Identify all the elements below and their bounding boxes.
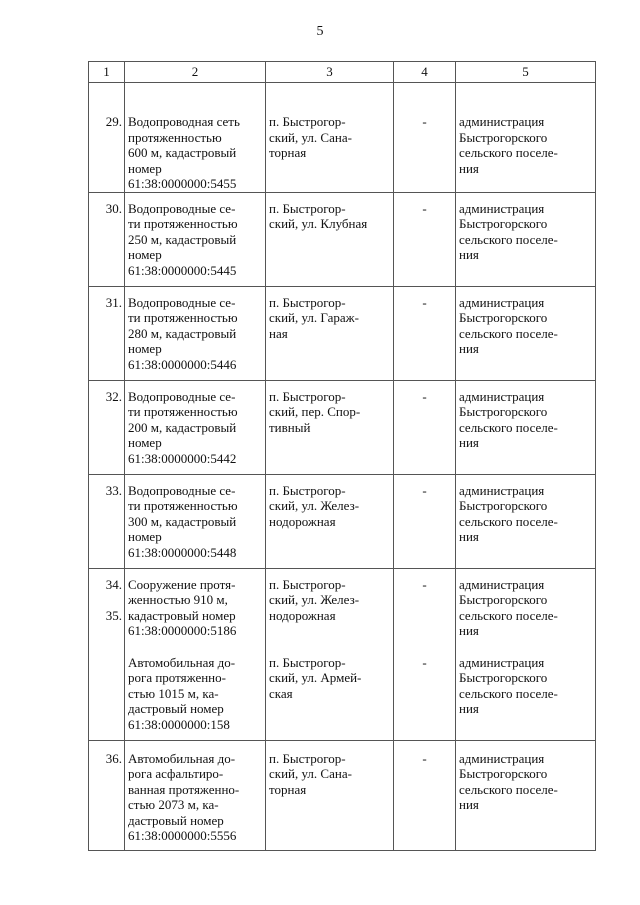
row-description: Водопроводные се- ти протяженностью 280 м, кадастровый номер 61:38:0000000:5446 [128,294,238,372]
row-col4: - [422,114,427,129]
row-owner: администрация Быстрогорского сельского поселе- ния [459,294,558,356]
row-description: Автомобильная до- рога протяженно- стью 1015 м, ка- дастровый номер 61:38:0000000:158 [128,654,236,732]
row-address: п. Быстрогор- ский, ул. Гараж- ная [269,294,359,341]
table-row [89,474,596,568]
row-address: п. Быстрогор- ский, ул. Армей- ская [269,654,362,701]
row-description: Водопроводные се- ти протяженностью 250 м, кадастровый номер 61:38:0000000:5445 [128,200,238,278]
row-owner: администрация Быстрогорского сельского поселе- ния [459,576,558,638]
row-address: п. Быстрогор- ский, ул. Сана- торная [269,750,352,797]
row-col4: - [422,388,427,404]
row-col4: - [422,654,427,670]
row-number: 32. [105,388,122,404]
row-owner: администрация Быстрогорского сельского поселе- ния [459,482,558,544]
row-address: п. Быстрогор- ский, пер. Спор- тивный [269,388,361,435]
table-row [89,192,596,286]
row-number: 34. [105,576,122,592]
row-address: п. Быстрогор- ский, ул. Желез- нодорожная [269,482,360,529]
row-address: п. Быстрогор- ский, ул. Клубная [269,200,368,231]
row-owner: администрация Быстрогорского сельского поселе- ния [459,750,558,812]
table-row [89,740,596,850]
table-row [89,380,596,474]
row-col4: - [422,294,427,310]
row-col4: - [422,482,427,498]
row-number: 33. [105,482,122,498]
table-row-group [89,568,596,740]
row-col4: - [422,750,427,766]
row-description: Автомобильная до- рога асфальтиро- ванная протяженно- стью 2073 м, ка- дастровый номер 61:38:0000000:5556 [128,750,240,843]
row-owner: администрация Быстрогорского сельского поселе- ния [459,200,558,262]
row-address: п. Быстрогор- ский, ул. Желез- нодорожная [269,576,360,623]
row-col4: - [422,200,427,216]
page-number: 5 [316,24,324,39]
row-description: Водопроводные се- ти протяженностью 300 м, кадастровый номер 61:38:0000000:5448 [128,482,238,560]
column-header-5: 5 [456,62,596,83]
row-owner: администрация Быстрогорского сельского поселе- ния [459,388,558,450]
row-number: 30. [105,200,122,216]
table-row [89,286,596,380]
column-header-1: 1 [89,62,125,83]
table-header-row [89,62,596,83]
row-number: 29. [105,114,122,129]
row-owner: администрация Быстрогорского сельского поселе- ния [459,654,558,716]
table-row [89,83,596,193]
row-description: Водопроводные се- ти протяженностью 200 м, кадастровый номер 61:38:0000000:5442 [128,388,238,466]
row-number: 35. [105,608,122,623]
row-description: Сооружение протя- женностью 910 м, кадастровый номер 61:38:0000000:5186 [128,576,237,638]
row-address: п. Быстрогор- ский, ул. Сана- торная [269,114,352,160]
row-owner: администрация Быстрогорского сельского поселе- ния [459,114,558,176]
row-col4: - [422,576,427,592]
column-header-2: 2 [125,62,266,83]
row-description: Водопроводная сеть протяженностью 600 м, кадастровый номер 61:38:0000000:5455 [128,114,240,191]
row-number: 36. [105,750,122,766]
property-table [88,61,596,851]
row-number: 31. [105,294,122,310]
column-header-4: 4 [394,62,456,83]
column-header-3: 3 [266,62,394,83]
